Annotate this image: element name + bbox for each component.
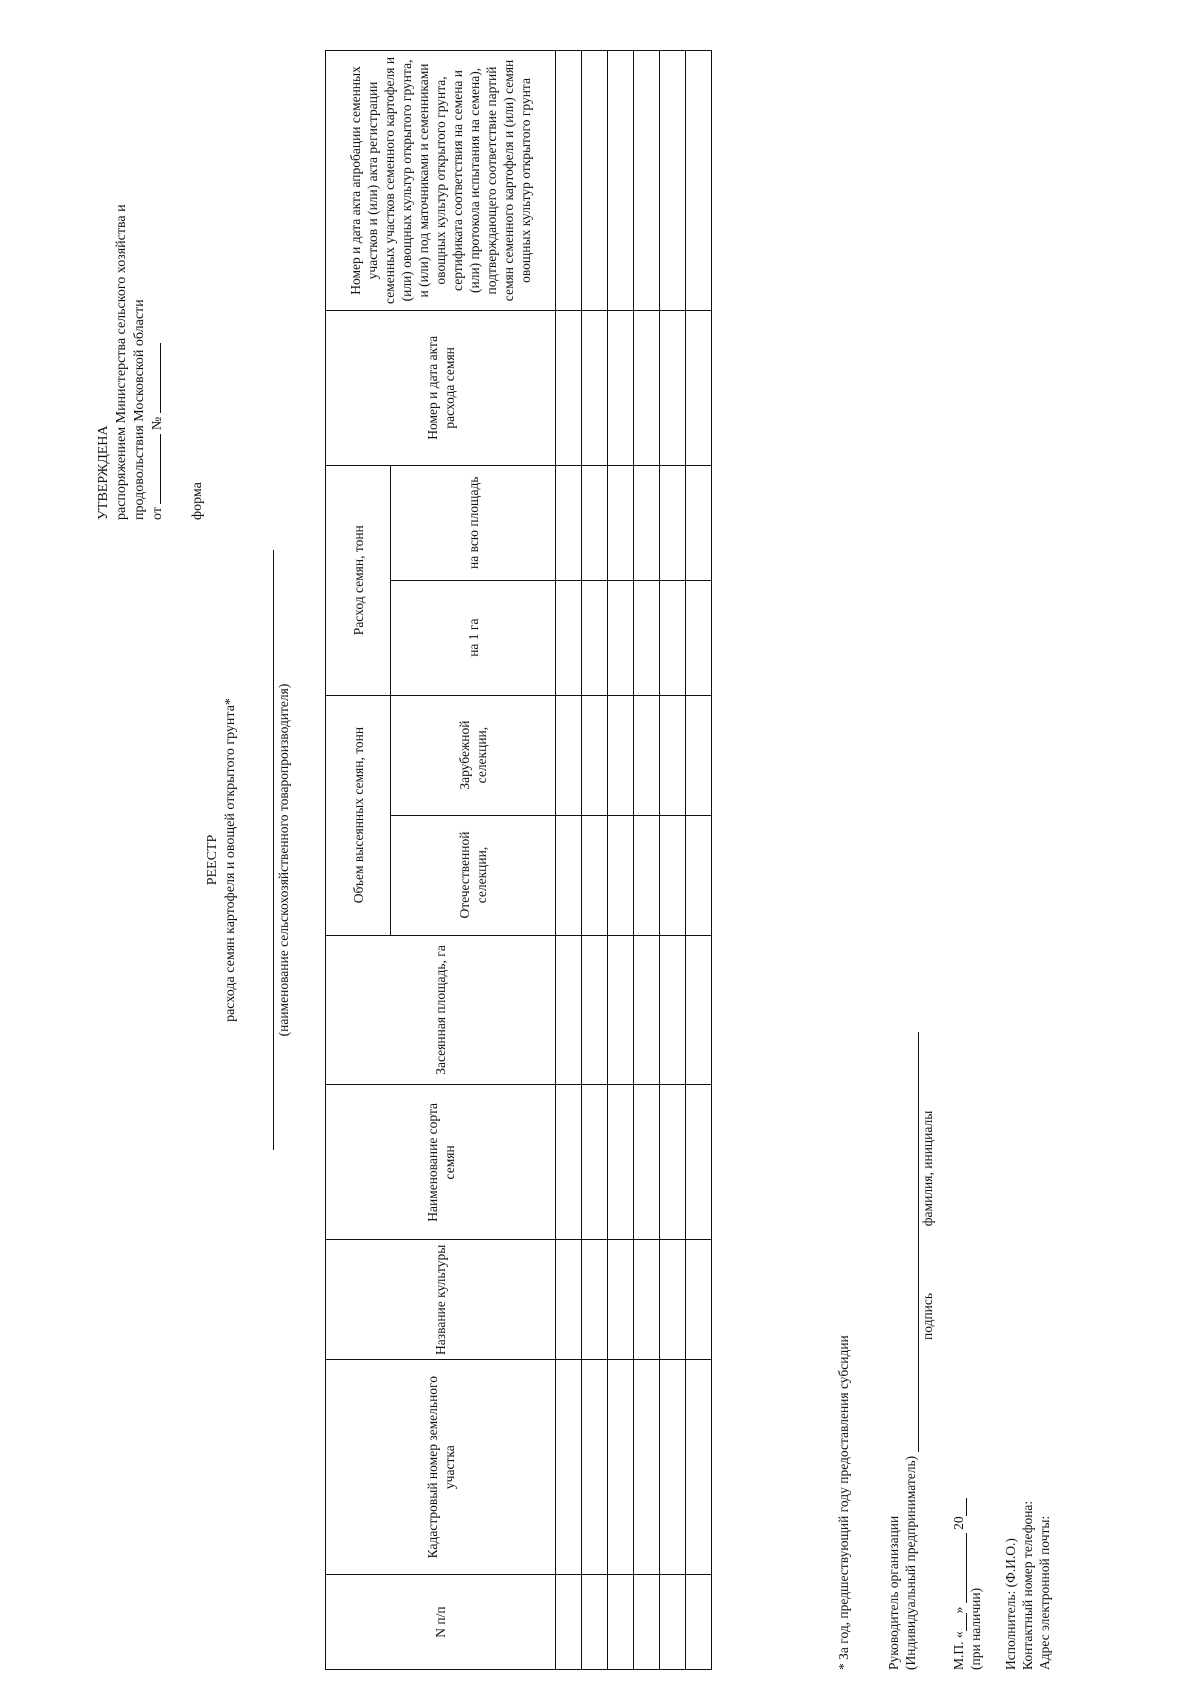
table-cell [660,935,686,1085]
table-cell [582,51,608,311]
table-cell [582,580,608,695]
table-cell [634,1360,660,1575]
table-cell [556,465,582,580]
table-row [608,51,634,1670]
table-row [556,51,582,1670]
table-cell [608,51,634,311]
table-cell [634,465,660,580]
header-act: Номер и дата акта расхода семян [326,310,556,465]
table-cell [556,1240,582,1360]
table-cell [634,310,660,465]
table-cell [660,815,686,935]
header-cadastral: Кадастровый номер земельного участка [326,1360,556,1575]
table-cell [686,1240,712,1360]
table-cell [556,1085,582,1240]
header-crop: Название культуры [326,1240,556,1360]
table-cell [686,1575,712,1670]
table-cell [634,1240,660,1360]
table-cell [608,580,634,695]
form-label: форма [190,482,205,520]
registry-subtitle: расхода семян картофеля и овощей открытого грунта* [223,698,238,1022]
head-label-1: Руководитель организации [886,1515,901,1670]
rotated-form [75,50,1125,1670]
table-cell [582,1360,608,1575]
table-cell [582,465,608,580]
mp-note: (при наличии) [968,1587,983,1670]
table-cell [660,310,686,465]
table-cell [556,1360,582,1575]
table-cell [660,51,686,311]
table-body [556,51,712,1670]
table-cell [582,695,608,815]
table-cell [556,695,582,815]
table-cell [660,580,686,695]
header-consumption-total: на всю площадь [391,465,556,580]
sign-caption: подпись [920,1292,935,1340]
approval-block [95,204,207,520]
producer-caption: (наименование сельскохозяйственного товаропроизводителя) [276,683,291,1037]
registry-table [325,50,712,1670]
table-cell [634,1575,660,1670]
table-cell [660,1360,686,1575]
signature-captions [919,1032,936,1670]
approval-date-line: от № [149,204,167,520]
table-cell [582,310,608,465]
table-cell [660,695,686,815]
table-cell [556,310,582,465]
approval-line-1: распоряжением Министерства сельского хозяйства и [114,204,129,520]
approval-title: УТВЕРЖДЕНА [96,425,111,520]
table-cell [634,1085,660,1240]
approval-line-2: продовольствия Московской области [132,299,147,520]
table-cell [608,815,634,935]
table-cell [660,1575,686,1670]
header-approbation: Номер и дата акта апробации семенных участков и (или) акта регистрации семенных участков семенного картофеля и (или) овощных культур открытого грунта, и (или) под маточниками и семенниками овощных культур открытого грунта, сертификата соответствия на семена и (или) протокола испытания на семена), подтверждающего соответствие партий семян семенного картофеля и (или) семян овощных культур открытого грунта [326,51,556,311]
table-cell [608,935,634,1085]
table-cell [660,1240,686,1360]
table-cell [608,1360,634,1575]
table-cell [582,935,608,1085]
table-cell [686,695,712,815]
table-cell [556,815,582,935]
registry-title: РЕЕСТР [205,834,220,886]
table-cell [686,935,712,1085]
table-cell [686,310,712,465]
table-cell [634,51,660,311]
table-row [660,51,686,1670]
table-cell [582,1240,608,1360]
table-cell [556,1575,582,1670]
footnote: * За год, предшествующий году предоставления субсидии [836,1335,851,1670]
name-caption: фамилия, инициалы [920,1110,935,1227]
phone-label: Контактный номер телефона: [1020,1500,1035,1670]
table-cell [556,51,582,311]
table-cell [582,815,608,935]
table-cell [556,935,582,1085]
table-cell [634,935,660,1085]
header-consumption-ha: на 1 га [391,580,556,695]
header-volume-domestic: Отечественной селекции, [391,815,556,935]
table-row [634,51,660,1670]
table-row [582,51,608,1670]
mp-line: М.П. «» 20 [950,1032,967,1670]
table-cell [582,1085,608,1240]
table-cell [608,1240,634,1360]
table-cell [686,51,712,311]
header-variety: Наименование сорта семян [326,1085,556,1240]
table-row [686,51,712,1670]
table-cell [608,695,634,815]
table-cell [634,580,660,695]
producer-line [273,550,274,1150]
table-cell [556,580,582,695]
table-cell [686,815,712,935]
table-cell [634,815,660,935]
table-cell [608,1575,634,1670]
table-cell [660,1085,686,1240]
table-cell [686,465,712,580]
table-cell [608,1085,634,1240]
table-cell [608,465,634,580]
table-cell [686,580,712,695]
table-cell [608,310,634,465]
email-label: Адрес электронной почты: [1037,1515,1052,1670]
header-volume-foreign: Зарубежной селекции, [391,695,556,815]
table-cell [686,1360,712,1575]
table-cell [660,465,686,580]
signature-block [885,1032,1053,1670]
executor-label: Исполнитель: (Ф.И.О.) [1003,1538,1018,1670]
head-label-2: (Индивидуальный предприниматель) [902,1032,919,1670]
table-cell [634,695,660,815]
table-cell [686,1085,712,1240]
table-cell [582,1575,608,1670]
header-volume: Объем высеянных семян, тонн [326,695,391,935]
header-area: Засеянная площадь, га [326,935,556,1085]
header-consumption: Расход семян, тонн [326,465,391,695]
header-no: N п/п [326,1575,556,1670]
